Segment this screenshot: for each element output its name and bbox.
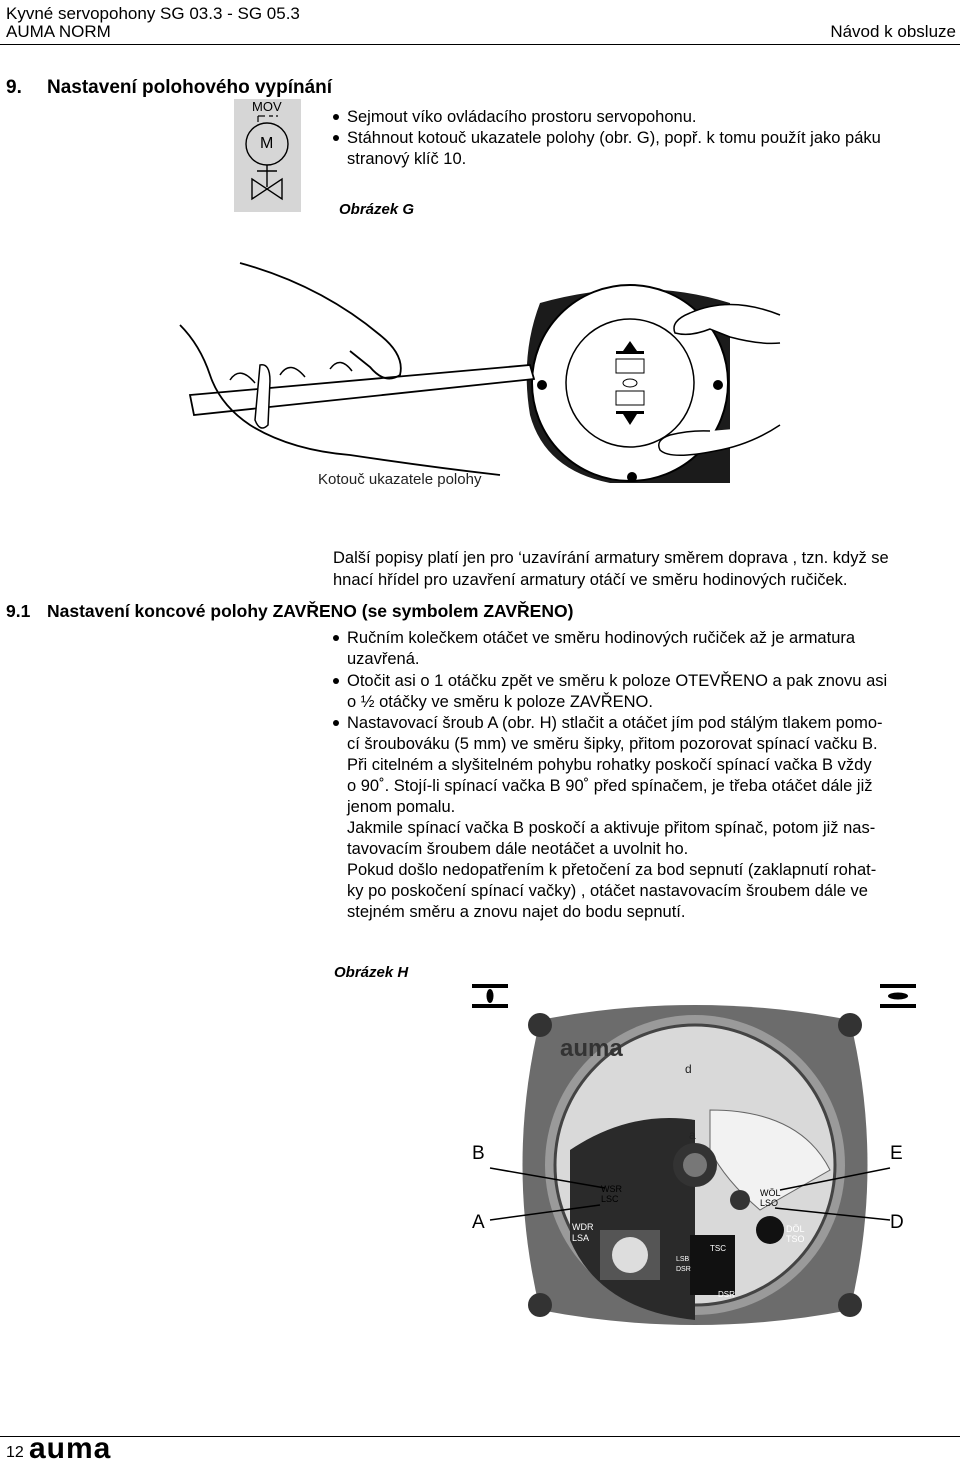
footer-rule (0, 1436, 960, 1437)
label-d: D (890, 1212, 904, 1233)
bullet-adjust-line: jenom pomalu. (347, 798, 456, 816)
header-title-line1: Kyvné servopohony SG 03.3 - SG 05.3 (6, 4, 300, 23)
mov-label: MOV (252, 99, 282, 114)
bullet-adjust-screw: Nastavovací šroub A (obr. H) stlačit a otáčet jím pod stálým tlakem pomo- (347, 713, 883, 734)
plate-text-lso: LSO (760, 1198, 779, 1208)
open-symbol-icon (878, 983, 918, 1009)
control-unit-brand: auma (560, 1035, 623, 1062)
mov-symbol (234, 99, 301, 212)
bullet-pull-disk-cont: stranový klíč 10. (347, 150, 467, 168)
header-title-line2: AUMA NORM (6, 22, 111, 41)
callout-lines (480, 1150, 920, 1240)
note-line1: Další popisy platí jen pro ‘uzavírání armatury směrem doprava , tzn. když se (333, 549, 889, 567)
closed-symbol-icon (470, 983, 510, 1009)
plate-text-tsc: TSC (710, 1244, 726, 1253)
plate-text-dsr: DSR (718, 1290, 735, 1299)
bullet-pull-disk: Stáhnout kotouč ukazatele polohy (obr. G), popř. k tomu použít jako páku (347, 128, 881, 149)
figure-g-illustration (170, 255, 790, 495)
header-doc-type: Návod k obsluze (830, 22, 956, 41)
figure-h-caption: Obrázek H (334, 964, 409, 981)
plate-text-wdr: WDR (572, 1222, 594, 1232)
note-line2: hnací hřídel pro uzavření armatury otáčí ve směru hodinových ručiček. (333, 571, 848, 589)
bullet-adjust-line: stejném směru a znovu najet do bodu sepnutí. (347, 903, 686, 921)
section-number: 9. (6, 77, 22, 98)
figure-g-caption: Obrázek G (339, 201, 415, 218)
bullet-adjust-line: Jakmile spínací vačka B poskočí a aktivuje přitom spínač, potom již nas- (347, 819, 876, 837)
bullet-adjust-line: cí šroubováku (5 mm) ve směru šipky, přitom pozorovat spínací vačku B. (347, 735, 878, 753)
bullet-close-valve-cont: uzavřená. (347, 650, 420, 668)
plate-text-lsb: LSB (676, 1256, 690, 1263)
subsection-number: 9.1 (6, 601, 31, 621)
section-title: Nastavení polohového vypínání (47, 77, 333, 98)
page-number: 12 (6, 1444, 24, 1461)
bullet-adjust-line: tavovacím šroubem dále neotáčet a uvolnit ho. (347, 840, 689, 858)
bullet-turn-back-cont: o ½ otáčky ve směru k poloze ZAVŘENO. (347, 693, 653, 711)
motor-label: M (260, 135, 274, 152)
figure-g-label: Kotouč ukazatele polohy (318, 471, 482, 488)
bullet-remove-cover: Sejmout víko ovládacího prostoru servopohonu. (347, 107, 696, 128)
bullet-adjust-line: Při citelném a slyšitelném pohybu rohatky poskočí spínací vačka B vždy (347, 756, 872, 774)
bullet-close-valve: Ručním kolečkem otáčet ve směru hodinových ručiček až je armatura (347, 628, 855, 649)
label-a: A (472, 1212, 485, 1233)
plate-text-lsc: LSC (601, 1194, 619, 1204)
label-e: E (890, 1143, 903, 1164)
plate-text-tso: TSO (786, 1234, 805, 1244)
subsection-title: Nastavení koncové polohy ZAVŘENO (se symbolem ZAVŘENO) (47, 601, 574, 621)
plate-text-d: d (685, 1062, 692, 1076)
plate-text-lsa: LSA (572, 1233, 590, 1243)
label-b: B (472, 1143, 485, 1164)
plate-text-wol: WÖL (760, 1188, 781, 1198)
bullet-adjust-line: o 90˚. Stojí-li spínací vačka B 90˚ před spínačem, je třeba otáčet dále již (347, 777, 873, 795)
bullet-adjust-line: Pokud došlo nedopatřením k přetočení za bod sepnutí (zaklapnutí rohat- (347, 861, 877, 879)
bullet-turn-back: Otočit asi o 1 otáčku zpět ve směru k poloze OTEVŘENO a pak znovu asi (347, 671, 887, 692)
valve-motor-icon (234, 99, 301, 212)
bullet-adjust-line: ky po poskočení spínací vačky) , otáčet nastavovacím šroubem dále ve (347, 882, 868, 900)
header-rule (0, 44, 960, 45)
footer-brand-logo: auma (29, 1432, 112, 1465)
plate-text-a: a (689, 1128, 696, 1142)
plate-text-dsr2: DSR (676, 1266, 691, 1273)
plate-text-dol: DÖL (786, 1224, 805, 1234)
plate-text-wsr: WSR (601, 1184, 622, 1194)
